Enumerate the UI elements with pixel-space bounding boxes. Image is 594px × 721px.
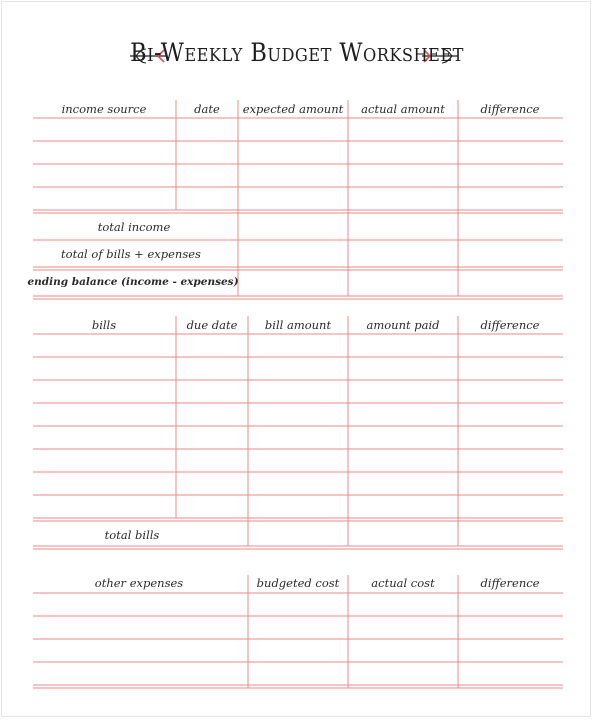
total-bills-label: total bills (104, 528, 160, 542)
column-header-bills: bills (91, 318, 117, 332)
column-header-actual-amount: actual amount (361, 102, 445, 116)
column-header-difference: difference (480, 318, 540, 332)
ending-balance-label: ending balance (income - expenses) (27, 276, 239, 288)
column-header-other-expenses: other expenses (94, 576, 184, 590)
column-header-difference: difference (480, 576, 540, 590)
column-header-budgeted-cost: budgeted cost (256, 576, 340, 590)
page-title: Bi-Weekly Budget Worksheet (130, 38, 464, 67)
column-header-bill-amount: bill amount (264, 318, 332, 332)
column-header-income-source: income source (61, 102, 147, 116)
column-header-date: date (194, 102, 220, 116)
column-header-difference: difference (480, 102, 540, 116)
total-income-label: total income (97, 220, 171, 234)
column-header-actual-cost: actual cost (371, 576, 435, 590)
total-bills-expenses-label: total of bills + expenses (61, 247, 201, 261)
column-header-expected-amount: expected amount (242, 102, 344, 116)
column-header-amount-paid: amount paid (366, 318, 440, 332)
column-header-due-date: due date (186, 318, 238, 332)
